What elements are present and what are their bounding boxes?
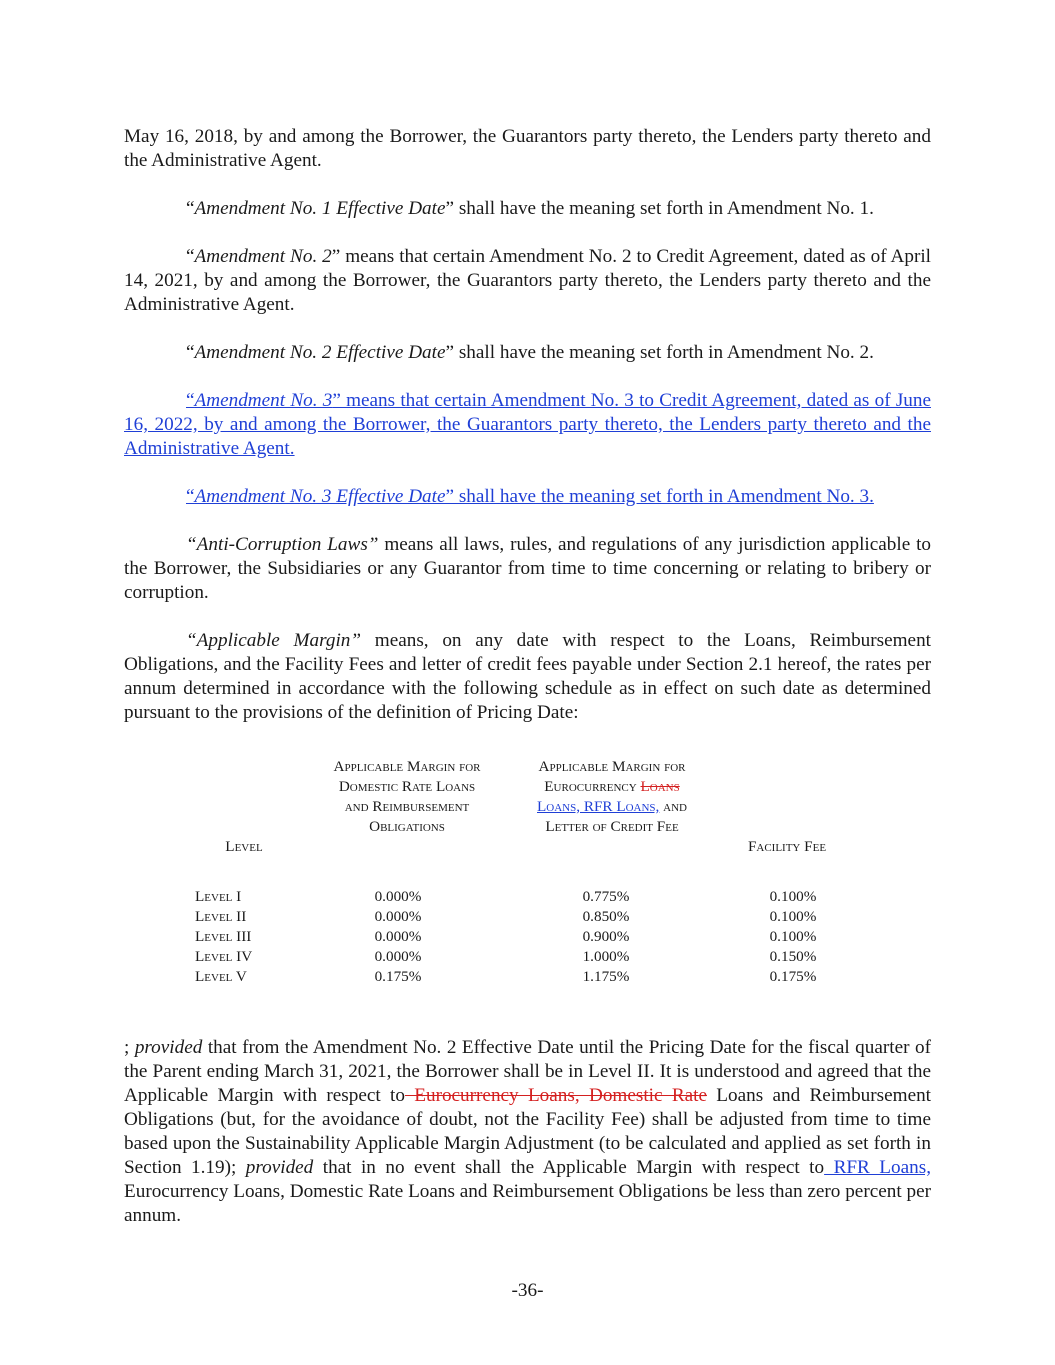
open-quote: “: [186, 390, 195, 411]
table-row: [124, 907, 931, 927]
header-text: and: [659, 798, 687, 815]
defined-term: “Applicable Margin”: [186, 630, 362, 651]
inserted-text: Loans, RFR Loans,: [537, 798, 660, 815]
header-line: Applicable Margin for: [538, 758, 686, 775]
definition-text: means, on any date with respect to the Loans, Reimbursement Obligations, and the Facility Fees and letter of credit fees payable under Section 2.1 hereof, the rates per annum determined in accordance with the following schedule as in effect on such date as determined pursuant to the provisions of the definition of Pricing Date:: [124, 630, 931, 723]
header-level: Level: [225, 838, 263, 855]
facility-fee-cell: 0.100%: [769, 928, 817, 945]
applicable-margin-table: [124, 757, 931, 1022]
definition-amendment-2-effective-date: [124, 341, 931, 365]
header-text: Eurocurrency: [544, 778, 641, 795]
facility-fee-cell: 0.150%: [769, 948, 817, 965]
definition-text: means all laws, rules, and regulations of any jurisdiction applicable to the Borrower, the Subsidiaries or any Guarantor from time to time concerning or relating to bribery or corruption.: [124, 534, 931, 603]
defined-term: Amendment No. 3 Effective Date: [194, 486, 446, 507]
defined-term: Amendment No. 2: [194, 246, 332, 267]
level-cell: Level III: [195, 928, 252, 945]
eurocurrency-margin-cell: 1.000%: [582, 948, 630, 965]
definition-amendment-3-inserted: [124, 389, 931, 461]
text-run: Loans and Reimbursement Obligations (but, for the avoidance of doubt, not the Facility Fee) shall be adjusted from time to time based upon the Sustainability Applicable Margin Adjustment (to be calculated and applied as set forth in Section 1.19);: [124, 1085, 932, 1178]
header-line: Applicable Margin for: [333, 758, 481, 775]
defined-term: Amendment No. 2 Effective Date: [194, 342, 446, 363]
inserted-text: RFR Loans,: [824, 1157, 931, 1178]
table-row: [124, 947, 931, 967]
eurocurrency-margin-cell: 0.850%: [582, 908, 630, 925]
page-number: -36-: [511, 1280, 544, 1301]
definition-amendment-3-effective-date-inserted: [124, 485, 931, 509]
level-cell: Level II: [195, 908, 247, 925]
domestic-margin-cell: 0.000%: [374, 948, 422, 965]
facility-fee-cell: 0.100%: [769, 908, 817, 925]
eurocurrency-margin-cell: 0.775%: [582, 888, 630, 905]
open-quote: “: [186, 198, 195, 219]
definition-amendment-2: [124, 245, 931, 317]
table-row: [124, 927, 931, 947]
header-line: [519, 777, 705, 797]
defined-term: “Anti-Corruption Laws”: [186, 534, 379, 555]
document-page: [124, 125, 931, 1252]
definition-text: ” means that certain Amendment No. 2 to Credit Agreement, dated as of April 14, 2021, by and among the Borrower, the Guarantors party thereto, the Lenders party thereto and the Administrative Agent.: [124, 246, 931, 315]
header-line: Domestic Rate Loans: [338, 778, 476, 795]
defined-term: Amendment No. 3: [194, 390, 333, 411]
facility-fee-cell: 0.175%: [769, 968, 817, 985]
text-run: that in no event shall the Applicable Margin with respect to: [313, 1157, 825, 1178]
proviso-paragraph: [124, 1036, 931, 1228]
header-domestic-rate: [314, 757, 500, 837]
definition-applicable-margin: [124, 629, 931, 725]
header-facility-fee: Facility Fee: [747, 838, 827, 855]
open-quote: “: [186, 342, 195, 363]
level-cell: Level I: [195, 888, 242, 905]
facility-fee-cell: 0.100%: [769, 888, 817, 905]
domestic-margin-cell: 0.000%: [374, 928, 422, 945]
italic-provided: provided: [245, 1157, 314, 1178]
header-eurocurrency: [519, 757, 705, 837]
text-run: Eurocurrency Loans, Domestic Rate Loans and Reimbursement Obligations be less than zero percent per annum.: [124, 1181, 931, 1226]
header-line: and Reimbursement: [344, 798, 470, 815]
open-quote: “: [186, 246, 195, 267]
definition-text: ” shall have the meaning set forth in Amendment No. 1.: [445, 198, 874, 219]
table-row: [124, 887, 931, 907]
text-run: that from the Amendment No. 2 Effective Date until the Pricing Date for the fiscal quarter of the Parent ending March 31, 2021, the Borrower shall be in Level II. It is understood and agreed that the Applicable Margin with respect to: [124, 1037, 931, 1106]
table-row: [124, 967, 931, 987]
table-body: [124, 887, 931, 987]
header-line: [519, 797, 705, 817]
level-cell: Level IV: [195, 948, 253, 965]
paragraph-continuation: May 16, 2018, by and among the Borrower, the Guarantors party thereto, the Lenders party thereto and the Administrative Agent.: [124, 126, 931, 171]
definition-anti-corruption-laws: [124, 533, 931, 605]
defined-term: Amendment No. 1 Effective Date: [194, 198, 446, 219]
deleted-text: Eurocurrency Loans, Domestic Rate: [404, 1085, 707, 1106]
domestic-margin-cell: 0.000%: [374, 888, 422, 905]
header-line: Obligations: [369, 818, 445, 835]
domestic-margin-cell: 0.000%: [374, 908, 422, 925]
header-line: Letter of Credit Fee: [545, 818, 679, 835]
text-run: ;: [124, 1037, 135, 1058]
eurocurrency-margin-cell: 0.900%: [582, 928, 630, 945]
definition-text: ” shall have the meaning set forth in Amendment No. 3.: [445, 486, 874, 507]
deleted-text: Loans: [640, 778, 680, 795]
open-quote: “: [186, 486, 195, 507]
level-cell: Level V: [195, 968, 247, 985]
definition-amendment-1-effective-date: [124, 197, 931, 221]
italic-provided: provided: [134, 1037, 203, 1058]
domestic-margin-cell: 0.175%: [374, 968, 422, 985]
definition-text: ” means that certain Amendment No. 3 to Credit Agreement, dated as of June 16, 2022, by and among the Borrower, the Guarantors party thereto, the Lenders party thereto and the Administrative Agent.: [124, 390, 931, 459]
definition-text: ” shall have the meaning set forth in Amendment No. 2.: [445, 342, 874, 363]
eurocurrency-margin-cell: 1.175%: [582, 968, 630, 985]
